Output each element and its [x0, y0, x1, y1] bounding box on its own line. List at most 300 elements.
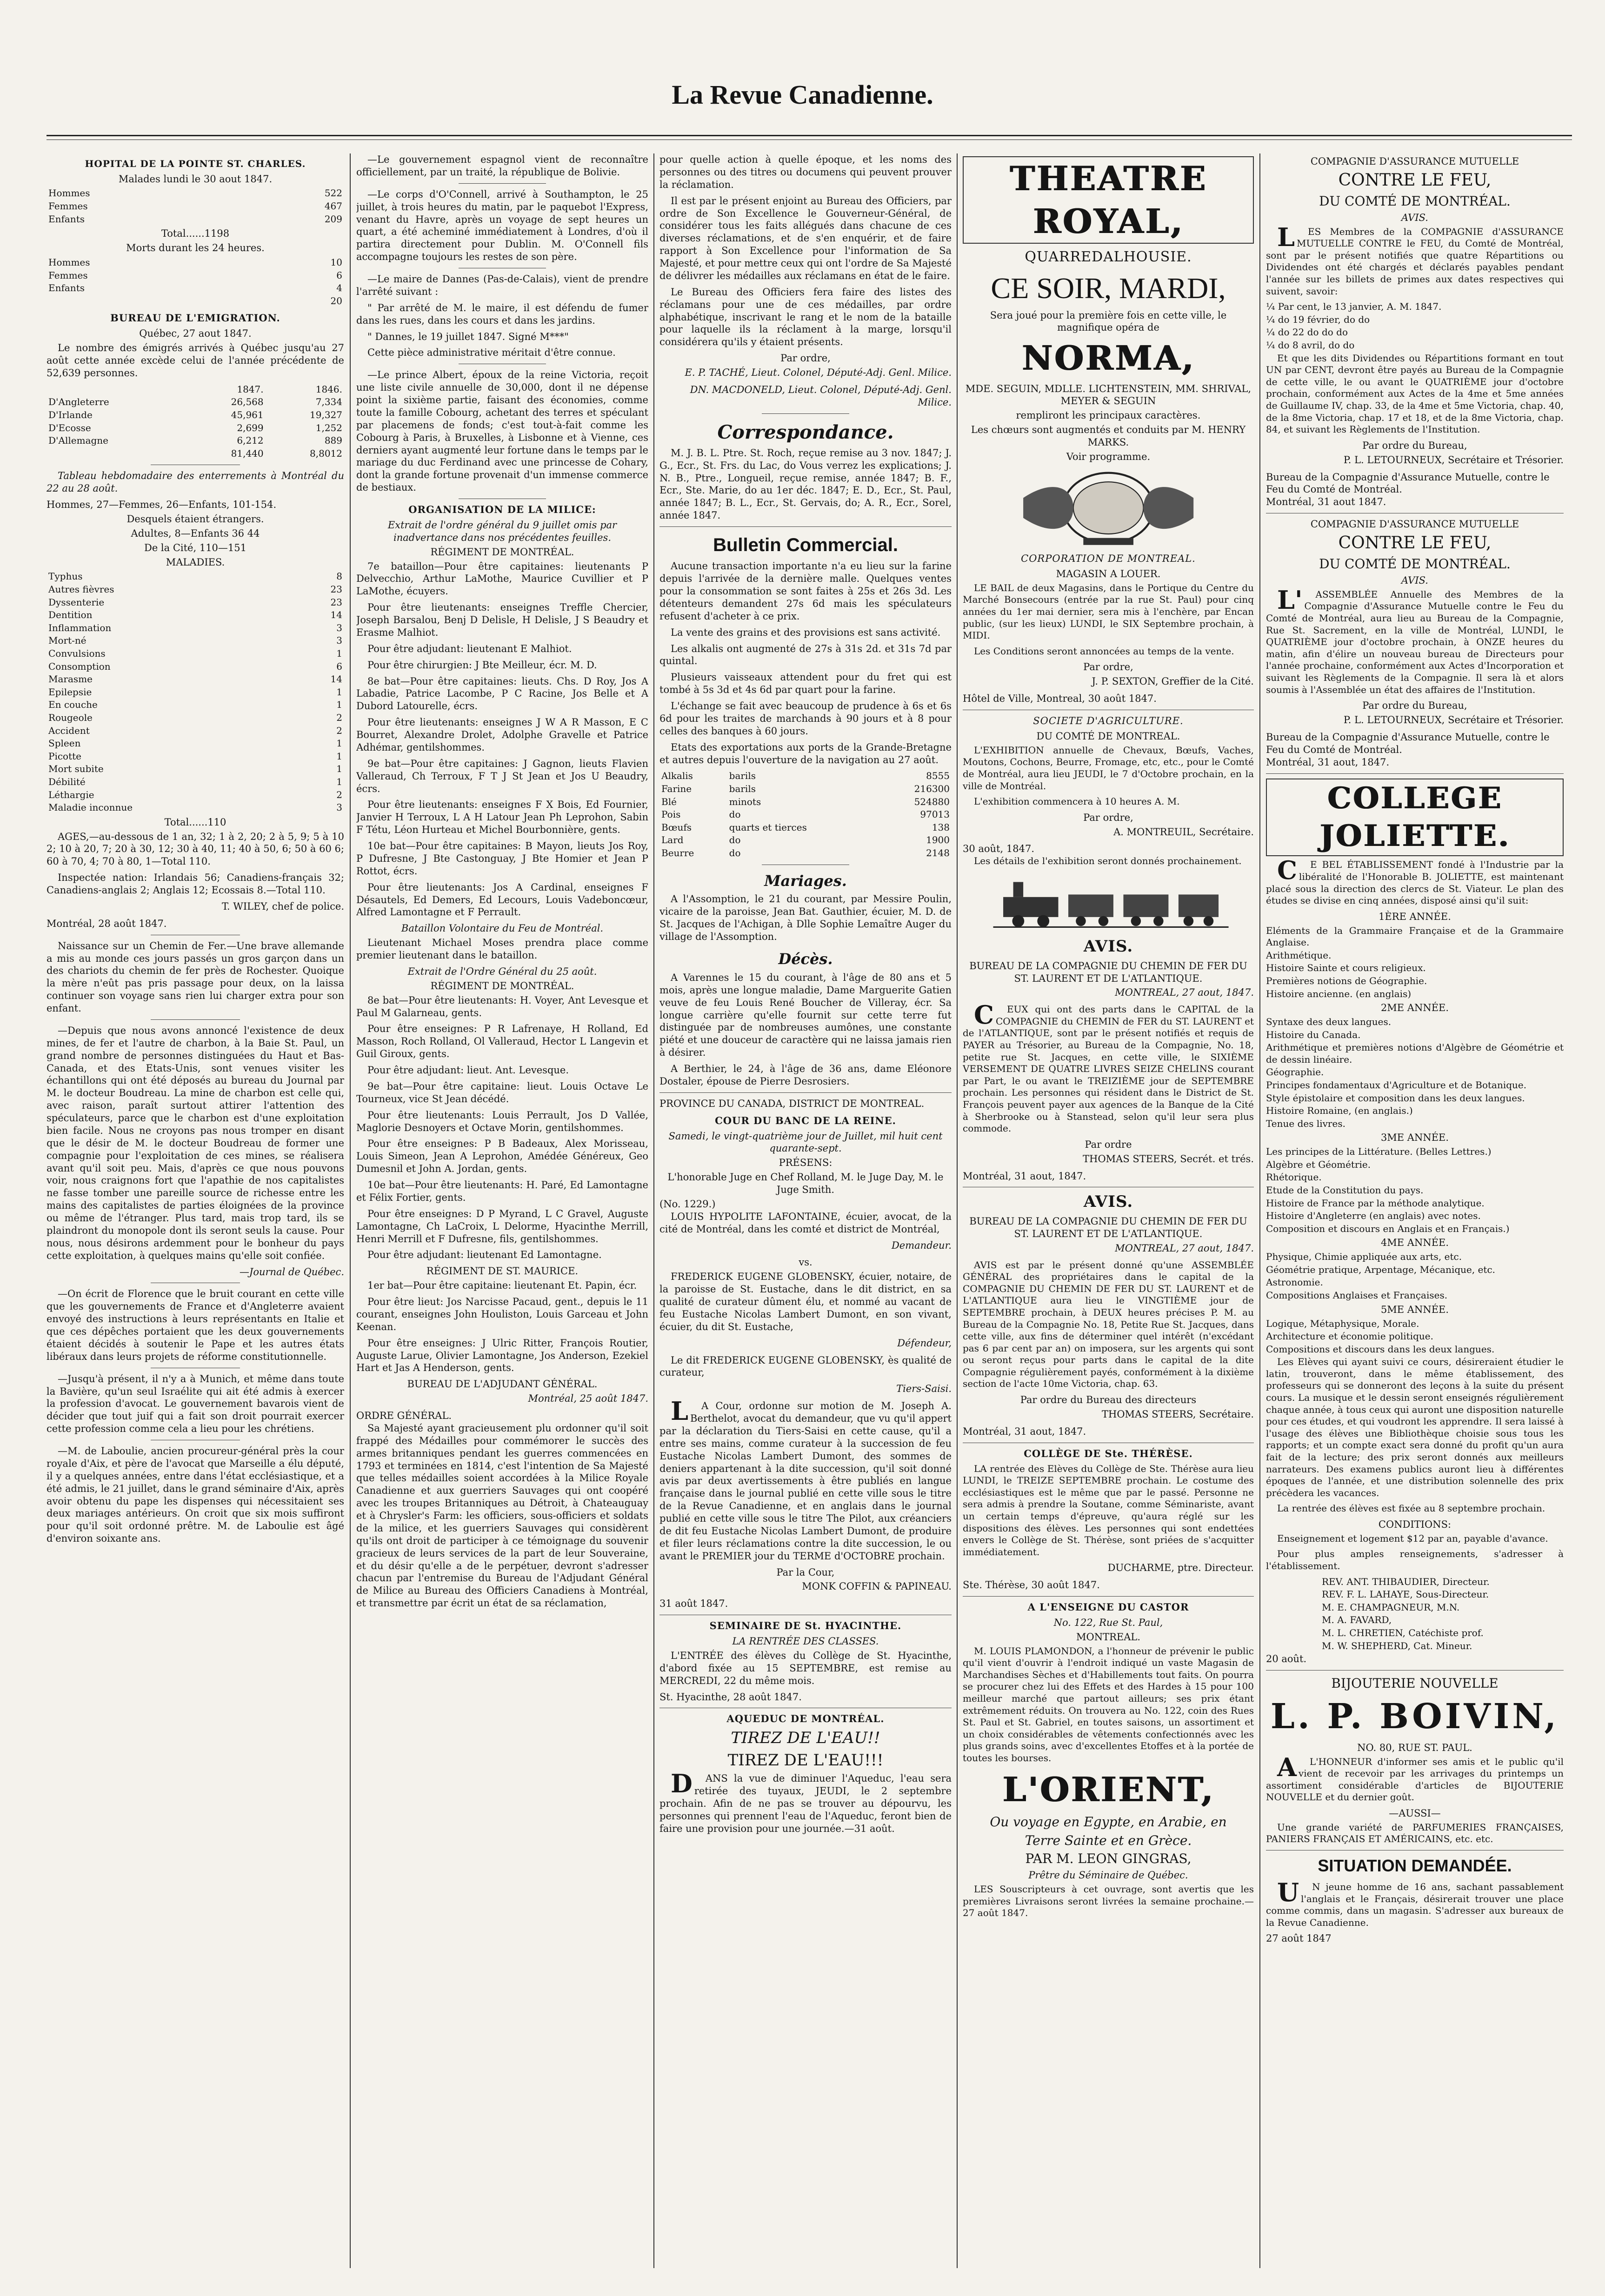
cell: 19,327 — [310, 409, 342, 420]
bijouterie-title: BIJOUTERIE NOUVELLE — [1331, 1676, 1498, 1691]
agriculture-subtitle: DU COMTÉ DE MONTREAL. — [1036, 730, 1180, 742]
exports-table — [659, 770, 952, 859]
cour-subtitle: Samedi, le vingt-quatrième jour de Juillet, mil huit cent quarante-sept. — [668, 1130, 943, 1154]
milice-entry: 10e bat—Pour être lieutenants: H. Paré, Ed Lamontagne et Félix Fortier, gents. — [356, 1179, 648, 1203]
boivin-text-2: Une grande variété de PARFUMERIES FRANÇAISES, PANIERS FRANÇAIS ET AMÉRICAINS, etc. etc. — [1266, 1821, 1564, 1845]
magasin-title: MAGASIN A LOUER. — [1056, 568, 1161, 579]
table-row — [659, 796, 952, 809]
orient-title: L'ORIENT, — [1002, 1769, 1215, 1809]
hotel-de-ville-date: Hôtel de Ville, Montreal, 30 août 1847. — [963, 693, 1157, 705]
list-item: Physique, Chimie appliquée aux arts, etc. — [1266, 1251, 1462, 1263]
list-item: Géographie. — [1266, 1066, 1324, 1078]
cell: D'Irlande — [48, 409, 93, 420]
cell: 6,212 — [237, 435, 264, 446]
table-row — [47, 269, 344, 282]
table-row — [47, 776, 344, 789]
agriculture-title: SOCIETE D'AGRICULTURE. — [1033, 715, 1184, 726]
milice-entry: Pour être adjudant: lieut. Ant. Levesque. — [367, 1065, 569, 1076]
cour-vs: vs. — [799, 1257, 812, 1268]
cell: 1,252 — [315, 422, 342, 433]
milice-title: ORGANISATION DE LA MILICE: — [408, 504, 596, 515]
year1-title: 1ÈRE ANNÉE. — [1379, 911, 1451, 922]
insurance1-text: LES Membres de la COMPAGNIE d'ASSURANCE MUTUELLE CONTRE le FEU, du Comté de Montréal, sont par le présent notifiés que quatre Répartitions ou Dividendes ont été chargés et déclarés payables pendant l'année sur les billets de primes aux dates respectives qui suivent, savoir: — [1266, 222, 1564, 297]
regiment-st-maurice: RÉGIMENT DE ST. MAURICE. — [426, 1265, 579, 1277]
cell: Maladie inconnue — [48, 802, 133, 813]
cell: Débilité — [48, 776, 86, 787]
bulletin-text: L'échange se fait avec beaucoup de prudence à 6s et 6s 6d pour les traites de marchands à 90 jours et à 8 pour celles des banques à 60 jours. — [659, 700, 952, 737]
table-row — [47, 686, 344, 699]
college-conditions: Enseignement et logement $12 par an, payable d'avance. — [1277, 1532, 1548, 1544]
list-item: ¼ do 22 do do do — [1266, 326, 1348, 338]
column-4 — [963, 153, 1254, 2268]
college-joliette-title: COLLEGE JOLIETTE. — [1266, 779, 1564, 857]
table-row — [47, 396, 344, 409]
tableau-hommes: Hommes, 27—Femmes, 26—Enfants, 101-154. — [47, 499, 277, 511]
column-3 — [659, 153, 952, 2268]
list-item: Histoire ancienne. (en anglais) — [1266, 988, 1412, 999]
column-separator — [350, 153, 351, 2268]
article-mines: —Depuis que nous avons annoncé l'existence de deux mines, de fer et l'autre de charbon, à la Baie St. Paul, un grand nombre de personnes distinguées du Haut et Bas-Canada, et des Etats-Unis, sont venues visiter les échantillons qui ont été déposés au bureau du Journal par M. le docteur Boudreau. La mine de charbon est celle qui, avec raison, paraît surtout attirer l'attention des spéculateurs, parce que le charbon est d'une exploitation bien facile. Nous ne croyons pas nous tromper en disant que le désir de M. le docteur Boudreau de former une compagnie pour l'exploitation de ces mines, se réalisera avant qu'il soit peu. Mais, d'après ce que nous pouvons voir, nous craignons fort que l'apathie de nos capitalistes ne fasse tomber une pareille source de richesse entre les mains des capitalistes de parties éloignées de la province ou même de l'étranger. Plus tard, mais trop tard, ils se plaindront du monopole dont ils seront seuls la cause. Pour nous, nous désirons ardemment pour le bonheur du pays cette exploitation, à quelques mains qu'elle soit confiée. — [47, 1025, 344, 1261]
cour-presens: PRÉSENS: — [779, 1157, 832, 1169]
avis2-text: AVIS est par le présent donné qu'une ASSEMBLÉE GÉNÉRAL des propriétaires dans le capital de la COMPAGNIE DU CHEMIN DE FER DU ST. LAURENT et de L'ATLANTIQUE aura lieu le VINGTIÈME jour de SEPTEMBRE prochain, à DEUX heures précises P. M. au Bureau de la Compagnie No. 18, Petite Rue St. Jacques, dans cette ville, aux fins de déterminer quel intérêt (n'excédant pas 6 par cent par an) on imposera, sur les argents qui sont ou seront reçus pour parts dans le capital de la dite Compagnie régulièrement payés, conformément à la dixième section de l'acte 10me Victoria, chap. 63. — [963, 1259, 1254, 1390]
milice-subtitle: Extrait de l'ordre général du 9 juillet omis par inadvertance dans nos précédentes feuilles. — [387, 519, 617, 543]
column-separator — [1259, 153, 1260, 2268]
insurance2-county: DU COMTÉ DE MONTRÉAL. — [1319, 556, 1511, 572]
steers-signature-2: THOMAS STEERS, Secrétaire. — [1102, 1408, 1254, 1420]
table-row — [47, 422, 344, 435]
table-row — [47, 570, 344, 583]
correspondance-text: M. J. B. L. Ptre. St. Roch, reçue remise au 3 nov. 1847; J. G., Ecr., St. Frs. du Lac, do Vous verrez les explications; J. N. B., Ptre., Longueil, reçue remise, année 1847; B. F., Ecr., Ste. Marie, do au 1er déc. 1847; E. D., Ecr., St. Paul, année 1847; B. L., Ecr., St. Gervais, do; A. R., Ecr., Sorel, année 1847. — [659, 447, 952, 521]
seminaire-text: L'ENTRÉE des élèves du Collège de St. Hyacinthe, d'abord fixée au 15 SEPTEMBRE, est remise au MERCREDI, 22 du même mois. — [659, 1650, 952, 1686]
bulletin-title: Bulletin Commercial. — [713, 535, 898, 556]
college-contact: Pour plus amples renseignements, s'adresser à l'établissement. — [1266, 1548, 1564, 1572]
table-row — [47, 647, 344, 660]
table-row — [47, 213, 344, 226]
signature-tache: E. P. TACHÉ, Lieut. Colonel, Député-Adj. Genl. Milice. — [685, 367, 952, 378]
insurance1-bureau: Bureau de la Compagnie d'Assurance Mutuelle, contre le Feu du Comté de Montréal. — [1266, 471, 1550, 495]
agriculture-start: L'exhibition commencera à 10 heures A. M. — [974, 796, 1180, 807]
hopital-table — [47, 187, 344, 226]
milice-entry: Pour être lieutenants: enseignes Treffle Chercier, Joseph Barsalou, Benj D Delisle, H Delisle, J S Beaudry et Erasme Malhiot. — [356, 602, 648, 638]
table-row — [47, 447, 344, 460]
boivin-title: L. P. BOIVIN, — [1270, 1696, 1559, 1737]
table-row — [47, 750, 344, 763]
orient-subtitle-2: Terre Sainte et en Grèce. — [1025, 1832, 1192, 1848]
cell: 8,8012 — [310, 447, 342, 459]
aqueduc-headline-2: TIREZ DE L'EAU!!! — [727, 1750, 884, 1770]
divider — [963, 1596, 1254, 1597]
list-item: Arithmétique et premières notions d'Algèbre de Géométrie et de dessin linéaire. — [1266, 1042, 1564, 1065]
castor-title: A L'ENSEIGNE DU CASTOR — [1027, 1601, 1189, 1613]
cell: 138 — [932, 821, 950, 833]
cell: 209 — [324, 213, 342, 225]
article-dannes-signe: " Dannes, le 19 juillet 1847. Signé M***" — [367, 331, 569, 342]
table-row — [47, 187, 344, 200]
list-item: Composition et discours en Anglais et en Français.) — [1266, 1223, 1510, 1234]
year2-title: 2ME ANNÉE. — [1380, 1002, 1449, 1014]
bail-text: LE BAIL de deux Magasins, dans le Portique du Centre du Marché Bonsecours (entrée par la rue St. Paul) pour cinq années du 1er mai dernier, sera mis à l'enchère, par Encan public, (sur les lieux) LUNDI, le SIX Septembre prochain, à MIDI. — [963, 582, 1254, 641]
cell: Convulsions — [48, 648, 106, 659]
divider — [1266, 773, 1564, 774]
agriculture-ordre: Par ordre, — [1083, 812, 1133, 823]
orient-author-title: Prêtre du Séminaire de Québec. — [1028, 1870, 1188, 1881]
cell: Hommes — [48, 187, 90, 199]
table-row — [47, 383, 344, 396]
boivin-address: NO. 80, RUE ST. PAUL. — [1357, 1742, 1472, 1753]
cell: 23 — [330, 584, 342, 595]
cour-par: Par la Cour, — [776, 1566, 835, 1578]
hopital-title: HOPITAL DE LA POINTE ST. CHARLES. — [85, 158, 306, 169]
cell: 1846. — [315, 383, 342, 395]
table-row — [47, 622, 344, 635]
insurance1-avis: AVIS. — [1401, 212, 1428, 223]
insurance1-title: COMPAGNIE D'ASSURANCE MUTUELLE — [1310, 156, 1519, 167]
situation-date: 27 août 1847 — [1266, 1933, 1332, 1944]
cell: barils — [729, 783, 756, 794]
insurance2-avis: AVIS. — [1401, 574, 1428, 586]
list-item: Géométrie pratique, Arpentage, Mécanique, etc. — [1266, 1264, 1496, 1275]
cell: D'Allemagne — [48, 435, 109, 446]
avis2-ordre: Par ordre du Bureau des directeurs — [1020, 1394, 1197, 1406]
college-conditions-title: CONDITIONS: — [1378, 1519, 1452, 1530]
list-item: Algèbre et Géométrie. — [1266, 1158, 1371, 1170]
cell: Enfants — [48, 282, 85, 294]
list-item: Syntaxe des deux langues. — [1266, 1016, 1392, 1027]
orient-author: PAR M. LEON GINGRAS, — [1025, 1851, 1192, 1867]
list-item: Logique, Métaphysique, Morale. — [1266, 1318, 1419, 1329]
adjudant-date: Montréal, 25 août 1847. — [528, 1393, 648, 1404]
tableau-cite: De la Cité, 110—151 — [144, 542, 247, 553]
table-row — [47, 712, 344, 725]
table-row — [659, 821, 952, 834]
cell: Bœufs — [661, 821, 692, 833]
table-row — [47, 282, 344, 295]
year5-title: 5ME ANNÉE. — [1380, 1304, 1449, 1315]
list-item: Arithmétique. — [1266, 949, 1332, 961]
list-item: Style épistolaire et composition dans les deux langues. — [1266, 1092, 1525, 1104]
cell: 1 — [336, 763, 342, 775]
cell: Beurre — [661, 847, 694, 859]
divider — [762, 413, 849, 414]
avis1-title: AVIS. — [1083, 937, 1133, 956]
bulletin-text: La vente des grains et des provisions est sans activité. — [671, 626, 941, 638]
list-item: M. A. FAVARD, — [1322, 1614, 1392, 1626]
table-row — [47, 737, 344, 750]
emigration-date: Québec, 27 aout 1847. — [139, 328, 252, 339]
deces-title: Décès. — [778, 950, 833, 968]
cell: 1 — [336, 738, 342, 749]
table-row — [47, 699, 344, 712]
avis1-heading: BUREAU DE LA COMPAGNIE DU CHEMIN DE FER DU ST. LAURENT ET DE L'ATLANTIQUE. — [969, 960, 1247, 984]
college-staff — [1266, 1576, 1564, 1652]
medailles-ordre: Par ordre, — [780, 353, 831, 364]
cell: Enfants — [48, 213, 85, 225]
year3-list — [1266, 1146, 1564, 1235]
ordre-general: ORDRE GÉNÉRAL. — [356, 1410, 452, 1421]
mariage-text: A l'Assomption, le 21 du courant, par Messire Poulin, vicaire de la paroisse, Jean Bat. Gauthier, écuier, M. D. de St. Jacques de l'Achigan, à Dlle Sophie Lemaître Auger du village de l'Assomption. — [659, 893, 952, 943]
cell: 1900 — [926, 834, 950, 846]
milice-bataillon-feu: Bataillon Volontaire du Feu de Montréal. — [401, 923, 604, 934]
maladies-title: MALADIES. — [166, 556, 225, 568]
insurance2-ordre: Par ordre du Bureau, — [1362, 700, 1467, 712]
insurance2-date: Montréal, 31 aout, 1847. — [1266, 756, 1390, 768]
bulletin-text: Etats des exportations aux ports de la Grande-Bretagne et autres depuis l'ouverture de la navigation au 27 août. — [659, 741, 952, 765]
article-dannes-arrete: " Par arrêté de M. le maire, il est défendu de fumer dans les rues, dans les cours et dans les jardins. — [356, 302, 648, 326]
article-dannes-note: Cette pièce administrative méritait d'être connue. — [367, 347, 616, 359]
college-text: Les Elèves qui ayant suivi ce cours, désireraient étudier le latin, trouveront, dans le même établissement, des professeurs qui se donneront des leçons à la suite du présent cours. La musique et le dessin seront enseignés régulièrement chaque année, à tous ceux qui auront une disposition naturelle pour ces études, et qui voudront les apprendre. Il sera laissé à l'usage des élèves une Bibliothèque choisie sous tous les rapports; et un compte exact sera donné du profit qu'un aura fait de la lecture; des prix seront donnés aux meilleurs narrateurs. Des examens publics auront lieu à différentes époques de l'année, et une distribution solennelle des prix précèdera les vacances. — [1266, 1356, 1564, 1498]
cell: Femmes — [48, 200, 88, 212]
cell: 2,699 — [237, 422, 264, 433]
cell: Spleen — [48, 738, 81, 749]
boivin-aussi: —AUSSI— — [1389, 1807, 1441, 1819]
ages-text: AGES,—au-dessous de 1 an, 32; 1 à 2, 20; 2 à 5, 9; 5 à 10 2; 10 à 20, 7; 20 à 30, 12; 30 à 40, 11; 40 à 50, 6; 50 à 60 6; 60 à 70, 4; 70 à 80, 1—Total 110. — [47, 831, 344, 867]
cell: do — [729, 809, 741, 820]
milice-entry: Pour être enseignes: D P Myrand, L C Gravel, Auguste Lamontagne, Ch LaCroix, L Delorme, Hyacinthe Merrill, Henri Merrill et F Dufresne, fils, gentilshommes. — [356, 1208, 648, 1244]
cell: 26,568 — [231, 396, 264, 408]
cell: 3 — [336, 802, 342, 813]
cell: Léthargie — [48, 789, 94, 800]
milice-entry: Pour être adjudant: lieutenant Ed Lamontagne. — [367, 1249, 602, 1261]
list-item: M. E. CHAMPAGNEUR, M.N. — [1322, 1601, 1460, 1613]
cour-text: FREDERICK EUGENE GLOBENSKY, écuier, notaire, de la paroisse de St. Eustache, dans le dit district, en sa qualité de curateur dûment élu, et nommé au vacant de feu Eustache Nicolas Lambert Dumont, en son vivant, écuier, du dit St. Eustache, — [659, 1271, 952, 1332]
opera-cast-note: rempliront les principaux caractères. — [1016, 410, 1201, 421]
correspondance-title: Correspondance. — [717, 421, 894, 443]
regiment-montreal-2: RÉGIMENT DE MONTRÉAL. — [430, 980, 574, 992]
list-item: Histoire du Canada. — [1266, 1029, 1361, 1040]
table-row — [659, 834, 952, 847]
cell: Dentition — [48, 609, 93, 621]
province-line: PROVINCE DU CANADA, DISTRICT DE MONTREAL. — [659, 1098, 925, 1109]
wiley-signature: T. WILEY, chef de police. — [221, 900, 344, 912]
year4-list — [1266, 1251, 1564, 1301]
aqueduc-text: DANS la vue de diminuer l'Aqueduc, l'eau sera retirée des tuyaux, JEUDI, le 2 septembre prochain. Afin de ne pas se trouver au dépourvu, les personnes qui prennent l'eau de l'Aqueduc, feront bien de faire une provision pour une journée.—31 août. — [659, 1769, 952, 1834]
list-item: Premières notions de Géographie. — [1266, 975, 1427, 986]
cell: 81,440 — [231, 447, 264, 459]
insurance2-bureau: Bureau de la Compagnie d'Assurance Mutuelle, contre le Feu du Comté de Montréal. — [1266, 731, 1550, 755]
adjudant-title: BUREAU DE L'ADJUDANT GÉNÉRAL. — [407, 1378, 598, 1390]
cell: 23 — [330, 596, 342, 608]
cell: D'Angleterre — [48, 396, 109, 408]
avis2-date: MONTREAL, 27 aout, 1847. — [1115, 1242, 1254, 1254]
cell: 1847. — [237, 383, 264, 395]
list-item: ¼ do 8 avril, do do — [1266, 339, 1355, 351]
milice-entry: Pour être enseignes: P B Badeaux, Alex Morisseau, Louis Simeon, Jean A Leprohon, Amédée Généreux, Geo Dumesnil et John A. Jordan, gents. — [356, 1138, 648, 1175]
hopital-subtitle: Malades lundi le 30 aout 1847. — [118, 173, 273, 185]
list-item: Eléments de la Grammaire Française et de la Grammaire Anglaise. — [1266, 925, 1564, 948]
masthead-rule — [47, 135, 1572, 136]
medailles-text: pour quelle action à quelle époque, et les noms des personnes ou des titres ou documens qui peuvent prouver la réclamation. — [659, 154, 952, 190]
cell: 7,334 — [315, 396, 342, 408]
bulletin-text: Aucune transaction importante n'a eu lieu sur la farine depuis l'arrivée de la dernière malle. Quelques ventes pour la consommation se sont faites à 25s et 26s 3d. Les détenteurs demandent 27s 6d mais les spéculateurs refusent d'acheter à ce prix. — [659, 560, 952, 622]
milice-entry: Pour être chirurgien: J Bte Meilleur, écr. M. D. — [367, 659, 597, 671]
letourneux-signature: P. L. LETOURNEUX, Secrétaire et Trésorier. — [1343, 454, 1564, 466]
steers-signature: THOMAS STEERS, Secrét. et trés. — [1083, 1153, 1254, 1165]
divider — [659, 526, 952, 527]
therese-text: LA rentrée des Elèves du Collège de Ste. Thérèse aura lieu LUNDI, le TREIZE SEPTEMBRE prochain. Le costume des ecclésiastiques est le même que par le passé. Personne ne sera admis à prendre la Soutane, comme Séminariste, avant un certain temps d'épreuve, qu'aura réglé sur les dispositions des élèves. Les personnes qui sont endettées envers le Collège de St. Thérèse, sont priées de s'acquitter immédiatement. — [963, 1463, 1254, 1557]
tableau-desquels: Desquels étaient étrangers. — [127, 513, 264, 525]
milice-entry: 8e bat—Pour être lieutenants: H. Voyer, Ant Levesque et Paul M Galarneau, gents. — [356, 994, 648, 1018]
insurance1-rows — [1266, 301, 1564, 351]
cell: Femmes — [48, 269, 88, 281]
milice-entry: 7e bataillon—Pour être capitaines: lieutenants P Delvecchio, Arthur LaMothe, Maurice Cuvillier et P LaMothe, écuyers. — [356, 560, 648, 597]
cell: 3 — [336, 622, 342, 633]
cour-role: Demandeur. — [891, 1239, 952, 1251]
table-row — [47, 660, 344, 673]
cell: do — [729, 834, 741, 846]
milice-entry: Pour être adjudant: lieutenant E Malhiot. — [367, 643, 572, 654]
table-row — [47, 434, 344, 447]
hopital-total: Total......1198 — [161, 228, 230, 240]
table-row — [47, 596, 344, 609]
tableau-adultes: Adultes, 8—Enfants 36 44 — [131, 527, 260, 539]
year2-list — [1266, 1016, 1564, 1130]
table-row — [47, 200, 344, 213]
cell: 2 — [336, 712, 342, 723]
cell: Inflammation — [48, 622, 112, 633]
cell: D'Ecosse — [48, 422, 91, 433]
montreuil-signature: A. MONTREUIL, Secrétaire. — [1113, 826, 1254, 838]
list-item: REV. ANT. THIBAUDIER, Directeur. — [1322, 1576, 1490, 1587]
cell: Picotte — [48, 750, 82, 762]
list-item: M. L. CHRETIEN, Catéchiste prof. — [1322, 1627, 1484, 1639]
insurance2-text: L'ASSEMBLÉE Annuelle des Membres de la Compagnie d'Assurance Mutuelle contre le Feu du Comté de Montréal, aura lieu au Bureau de la Compagnie, Rue St. Sacrement, en la ville de Montréal, LUNDI, le QUATRIÈME jour d'octobre prochain, à ONZE heures du matin, afin d'élire un nouveau bureau de Directeurs pour l'année prochaine, conformément aux Actes d'Incorporation et suivant les Règlements de la Compagnie. Il sera là et alors soumis à l'Assemblée un état des affaires de l'Institution. — [1266, 585, 1564, 695]
cell: 45,961 — [231, 409, 264, 420]
column-separator — [957, 153, 958, 2268]
situation-text: UN jeune homme de 16 ans, sachant passablement l'anglais et le Français, désirerait trouver une place comme commis, dans un magasin. S'adresser aux bureaux de la Revue Canadienne. — [1266, 1877, 1564, 1928]
cell: 2148 — [926, 847, 950, 859]
corporation-title: CORPORATION DE MONTREAL. — [1021, 553, 1196, 565]
emigration-title: BUREAU DE L'EMIGRATION. — [110, 312, 280, 324]
table-row — [659, 783, 952, 796]
table-row — [47, 763, 344, 776]
seminaire-date: St. Hyacinthe, 28 août 1847. — [659, 1691, 802, 1703]
regiment-montreal: RÉGIMENT DE MONTRÉAL. — [430, 546, 574, 558]
divider — [459, 183, 546, 184]
cell: 1 — [336, 776, 342, 787]
cour-role: Défendeur, — [897, 1337, 952, 1349]
insurance1-subtitle: CONTRE LE FEU, — [1338, 170, 1492, 190]
article-munich: —Jusqu'à présent, il n'y a à Munich, et même dans toute la Bavière, qu'un seul Israélite qui ait été admis à exercer la profession d'avocat. Le gouvernement bavarois vient de décider que tout juif qui a fait son droit pourrait exercer cette profession comme cela a lieu pour les chrétiens. — [47, 1373, 344, 1435]
emigration-intro: Le nombre des émigrés arrivés à Québec jusqu'au 27 août cette année excède celui de l'année précédente de 52,639 personnes. — [47, 342, 344, 379]
article-naissance: Naissance sur un Chemin de Fer.—Une brave allemande a mis au monde ces jours passés un gros garçon dans un des chariots du chemin de fer près de Rochester. Quoique la mère n'eût pas pris passage pour deux, on la laissa continuer son voyage sans rien lui charger extra pour son enfant. — [47, 940, 344, 1014]
cell: 8 — [336, 571, 342, 582]
deces-text: A Varennes le 15 du courant, à l'âge de 80 ans et 5 mois, après une longue maladie, Dame Marguerite Gatien veuve de feu Louis René Boucher de Villeray, écr. Sa longue carrière qu'elle fournit sur cette terre fut distinguée par de nombreuses aumônes, une constante piété et une douceur de caractère qui ne laissa jamais rien à désirer. — [659, 972, 952, 1058]
letourneux-signature-2: P. L. LETOURNEUX, Secrétaire et Trésorier. — [1343, 714, 1564, 725]
table-row — [47, 409, 344, 422]
milice-entry: Pour être lieutenants: enseignes F X Bois, Ed Fournier, Janvier H Terroux, L A H Latour Jean Ph Leprohon, Sabin F Tétu, Léon Hurteau et Michel Bourbonnière, gents. — [356, 799, 648, 836]
list-item: M. W. SHEPHERD, Cat. Mineur. — [1322, 1640, 1472, 1651]
insurance1-ordre: Par ordre du Bureau, — [1362, 439, 1467, 451]
cell: 4 — [336, 282, 342, 294]
aqueduc-title: AQUEDUC DE MONTRÉAL. — [726, 1713, 885, 1725]
seminaire-subtitle: LA RENTRÉE DES CLASSES. — [732, 1636, 879, 1647]
cell: 2 — [336, 725, 342, 736]
list-item: Histoire de France par la méthode analytique. — [1266, 1197, 1485, 1209]
cell: 467 — [324, 200, 342, 212]
castor-text: M. LOUIS PLAMONDON, a l'honneur de prévenir le public qu'il vient d'ouvrir à l'endroit indiqué un vaste Magasin de Marchandises Sèches et d'Habillements tout faits. On pourra se procurer chez lui des Effets et des Hardes à 15 pour 100 meilleur marché que partout ailleurs; ses prix étant extrêmement réduits. On trouvera au No. 122, coin des Rues St. Paul et St. Gabriel, en toutes saisons, un assortiment et un choix considérables de vêtements confectionnés avec les plus grands soins, avec d'excellentes Etoffes et à la portée de toutes les bourses. — [963, 1645, 1254, 1764]
cell: Marasme — [48, 673, 93, 685]
ducharme-signature: DUCHARME, ptre. Directeur. — [1107, 1562, 1254, 1574]
avis1-ordre: Par ordre — [1085, 1138, 1132, 1150]
cell: 1 — [336, 686, 342, 698]
cell: 20 — [330, 295, 342, 306]
cell: 8555 — [926, 770, 950, 782]
cell: 14 — [330, 673, 342, 685]
orient-subtitle-1: Ou voyage en Egypte, en Arabie, en — [990, 1814, 1227, 1830]
cell: Epilepsie — [48, 686, 92, 698]
list-item: Principes fondamentaux d'Agriculture et de Botanique. — [1266, 1079, 1527, 1091]
therese-date: Ste. Thérèse, 30 août 1847. — [963, 1579, 1100, 1591]
cour-date: 31 août 1847. — [659, 1598, 728, 1610]
cell: Hommes — [48, 257, 90, 268]
milice-entry: Pour être enseignes: P R Lafrenaye, H Rolland, Ed Masson, Roch Rolland, Ol Valleraud, Hector L Langevin et Guil Giroux, gents. — [356, 1023, 648, 1060]
college-date: 20 août. — [1266, 1653, 1307, 1665]
bail-ordre: Par ordre, — [1083, 661, 1133, 673]
cell: do — [729, 847, 741, 859]
college-intro: CE BEL ÉTABLISSEMENT fondé à l'Industrie par la libéralité de l'Honorable B. JOLIETTE, est maintenant placé sous la direction des clercs de St. Viateur. Le plan des études se divise en cinq années, disposé ainsi qu'il suit: — [1266, 855, 1564, 906]
orient-text: LES Souscripteurs à cet ouvrage, sont avertis que les premières Livraisons seront livrées la semaine prochaine.—27 août 1847. — [963, 1883, 1254, 1919]
cour-signature: MONK COFFIN & PAPINEAU. — [802, 1581, 952, 1592]
table-row — [47, 256, 344, 269]
train-icon — [983, 872, 1233, 932]
article-florence: —On écrit de Florence que le bruit courant en cette ville que les gouvernements de France et d'Angleterre avaient envoyé des instructions à leurs représentants en Italie et que ces dépêches portaient que les deux gouvernements étaient décidés à soutenir le Pape et les autres états libéraux dans leurs projets de réforme constitutionnelle. — [47, 1288, 344, 1362]
emigration-table — [47, 383, 344, 460]
college-rentree: La rentrée des élèves est fixée au 8 septembre prochain. — [1277, 1503, 1545, 1514]
castor-address: No. 122, Rue St. Paul, — [1053, 1617, 1163, 1628]
table-row — [47, 295, 344, 308]
cell: 1 — [336, 699, 342, 711]
cell: 6 — [336, 269, 342, 281]
insurance1-date: Montréal, 31 aout 1847. — [1266, 496, 1386, 508]
table-row — [47, 609, 344, 622]
cell: 522 — [324, 187, 342, 199]
milice-entry: 10e bat—Pour être capitaines: B Mayon, lieuts Jos Roy, P Dufresne, J Bte Castonguay, J Bte Homier et Jean P Rottot, écrs. — [356, 840, 648, 877]
maladies-total: Total......110 — [164, 816, 226, 828]
milice-entry: Pour être lieutenants: enseignes J W A R Masson, E C Bourret, Alexandre Drolet, Adolphe Gravelle et Patrice Adhémar, gentilshommes. — [356, 717, 648, 753]
cell: quarts et tierces — [729, 821, 807, 833]
list-item: Histoire Romaine, (en anglais.) — [1266, 1105, 1413, 1117]
cell: 97013 — [920, 809, 950, 820]
cell: Mort subite — [48, 763, 104, 775]
table-row — [659, 847, 952, 860]
table-row — [47, 673, 344, 686]
article-laboulie: —M. de Laboulie, ancien procureur-général près la cour royale d'Aix, et père de l'avocat que Marseille a élu député, il y a quelques années, entre dans l'état ecclésiastique, et a été admis, le 21 juillet, dans le grand séminaire d'Aix, après avoir obtenu du pape les dispenses qui nécessitaient ses deux mariages antérieurs. On croit que six mois suffiront pour qu'il soit ordonné prêtre. M. de Laboulie est âgé d'environ soixante ans. — [47, 1445, 344, 1544]
ordre-general-text: Sa Majesté ayant gracieusement plu ordonner qu'il soit frappé des Médailles pour commémorer le succès des armes britanniques pendant les guerres commencées en 1793 et terminées en 1814, c'est l'intention de Sa Majesté que telles médailles soient accordées à la Milice Royale Canadienne et aux guerriers Sauvages qui ont coopéré avec les troupes Britanniques au Détroit, à Chateauguay et à Chrysler's Farm: les officiers, sous-officiers et soldats de la milice, et les guerriers Sauvages qui considèrent qu'ils ont droit de participer à ce témoignage du souvenir gracieux de leurs services de la part de leur Souveraine, et du désir qu'elle a de le perpétuer, devront s'adresser chacun par l'entremise du Bureau de l'Adjudant Général de Milice au Bureau des Officiers Canadiens à Montréal, et transmettre par écrit un état de sa réclamation, — [356, 1422, 648, 1609]
cell: Dyssenterie — [48, 596, 105, 608]
cell: Autres fièvres — [48, 584, 114, 595]
year1-list — [1266, 925, 1564, 1000]
cour-number: (No. 1229.) — [659, 1198, 716, 1210]
cell: 889 — [324, 435, 342, 446]
article-bolivie: —Le gouvernement espagnol vient de reconnaître officiellement, par un traité, la république de Bolivie. — [356, 154, 648, 178]
bulletin-text: Plusieurs vaisseaux attendent pour du fret qui est tombé à 5s 3d et 4s 6d par quart pour la farine. — [659, 672, 952, 696]
cell: minots — [729, 796, 761, 807]
cour-juges: L'honorable Juge en Chef Rolland, M. le Juge Day, M. le Juge Smith. — [667, 1171, 944, 1196]
opera-cast: MDE. SEGUIN, MDLLE. LICHTENSTEIN, MM. SHRIVAL, MEYER & SEGUIN — [965, 383, 1252, 407]
agriculture-text: L'EXHIBITION annuelle de Chevaux, Bœufs, Vaches, Moutons, Cochons, Beurre, Fromage, etc, etc., pour le Comté de Montréal, aura lieu JEUDI, le 7 d'Octobre prochain, en la ville de Montréal. — [963, 744, 1254, 792]
table-row — [659, 770, 952, 783]
morts-table — [47, 256, 344, 307]
list-item: Rhétorique. — [1266, 1171, 1322, 1183]
list-item: Histoire d'Angleterre (en anglais) avec notes. — [1266, 1210, 1481, 1222]
article-mines-source: —Journal de Québec. — [239, 1266, 344, 1278]
list-item: Compositions Anglaises et Françaises. — [1266, 1290, 1448, 1301]
cell: 14 — [330, 609, 342, 621]
avis1-date: MONTREAL, 27 aout, 1847. — [1115, 987, 1254, 998]
milice-entry: Pour être lieut: Jos Narcisse Pacaud, gent., depuis le 11 courant, enseignes John Houliston, Louis Garceau et John Keenan. — [356, 1296, 648, 1332]
list-item: Architecture et économie politique. — [1266, 1331, 1433, 1342]
sexton-signature: J. P. SEXTON, Greffier de la Cité. — [1092, 676, 1254, 687]
